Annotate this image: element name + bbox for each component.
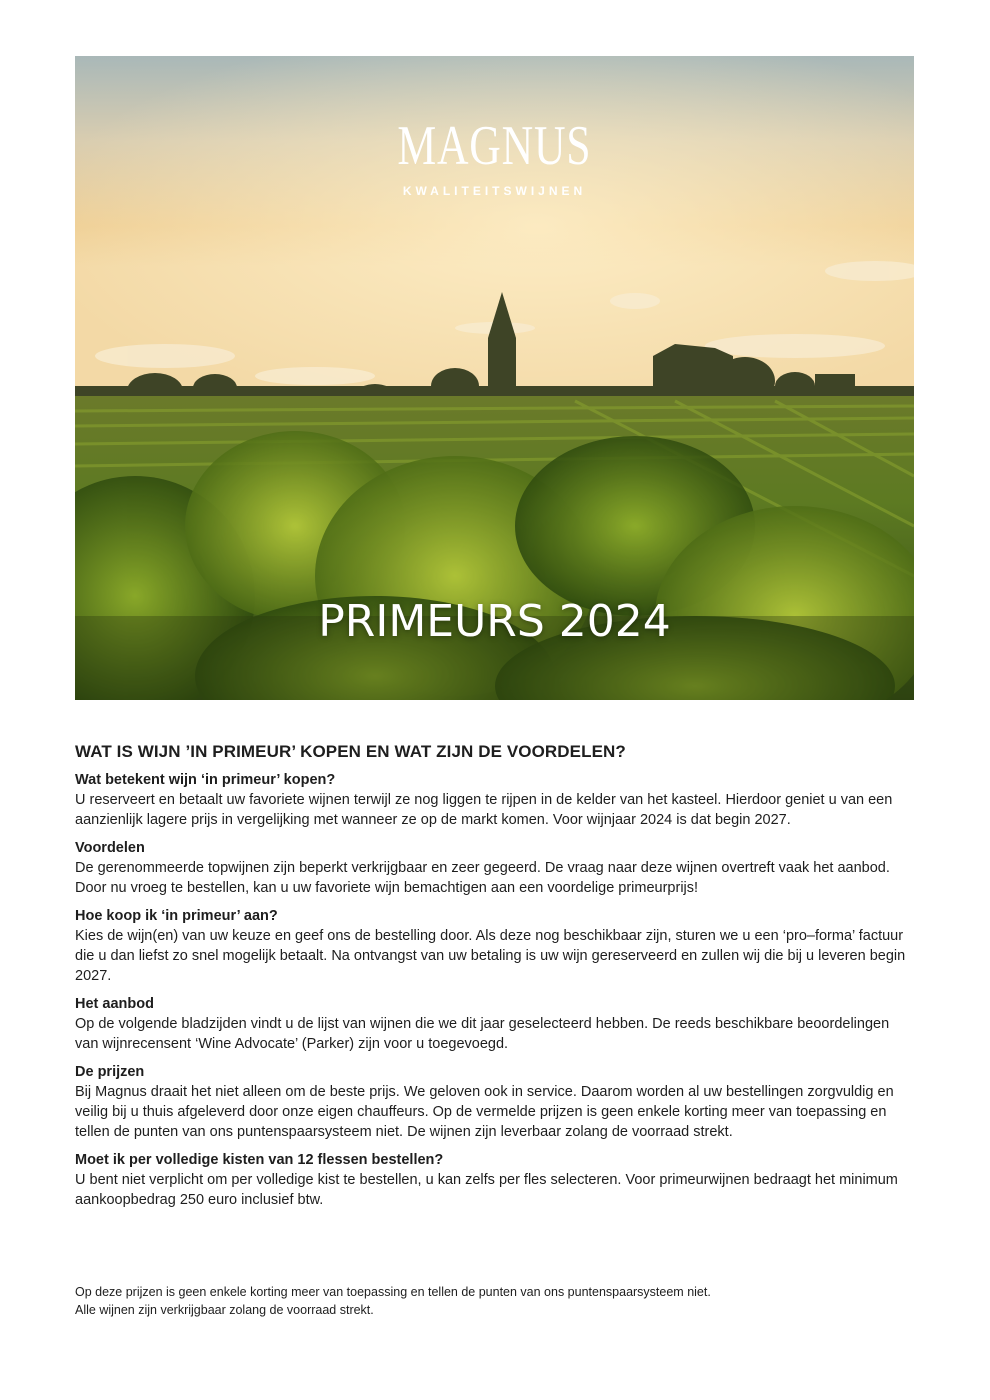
section-title: Wat betekent wijn ‘in primeur’ kopen?: [75, 772, 336, 788]
logo-tagline: KWALITEITSWIJNEN: [402, 184, 587, 198]
section-body: De gerenommeerde topwijnen zijn beperkt verkrijgbaar en zeer gegeerd. De vraag naar deze wijnen overtreft vaak het aanbod. Door nu vroeg te bestellen, kan u uw favoriete wijn bemachtigen aan een voordelige primeurprijs!: [75, 860, 890, 896]
section-body: Bij Magnus draait het niet alleen om de beste prijs. We geloven ook in service. Daarom worden al uw bestellingen zorgvuldig en veilig bij u thuis afgeleverd door onze eigen chauffeurs. Op de vermelde prijzen is geen enkele korting meer van toepassing en tellen de punten van ons puntenspaarsysteem niet. De wijnen zijn leverbaar zolang de voorraad strekt.: [75, 1084, 894, 1140]
hero-image: [75, 56, 914, 700]
section-title: Hoe koop ik ‘in primeur’ aan?: [75, 908, 278, 924]
section-title: Het aanbod: [75, 996, 154, 1012]
main-content: [75, 742, 915, 1218]
section-title: Moet ik per volledige kisten van 12 flessen bestellen?: [75, 1152, 444, 1168]
section-wat-betekent: [75, 770, 915, 830]
section-body: Op de volgende bladzijden vindt u de lijst van wijnen die we dit jaar geselecteerd hebben. De reeds beschikbare beoordelingen van wijnrecensent ‘Wine Advocate’ (Parker) zijn voor u toegevoegd.: [75, 1016, 890, 1052]
footer-note: [75, 1283, 915, 1319]
footer-line: Op deze prijzen is geen enkele korting meer van toepassing en tellen de punten van ons puntenspaarsysteem niet.: [75, 1285, 711, 1299]
hero-title: PRIMEURS 2024: [318, 596, 671, 647]
footer-line: Alle wijnen zijn verkrijgbaar zolang de voorraad strekt.: [75, 1303, 374, 1317]
section-title: Voordelen: [75, 840, 145, 856]
page-heading: WAT IS WIJN ’IN PRIMEUR’ KOPEN EN WAT ZIJN DE VOORDELEN?: [75, 742, 626, 761]
section-de-prijzen: [75, 1062, 915, 1142]
section-hoe-koop-ik: [75, 906, 915, 986]
section-body: U reserveert en betaalt uw favoriete wijnen terwijl ze nog liggen te rijpen in de kelder van het kasteel. Hierdoor geniet u van een aanzienlijk lagere prijs in vergelijking met wanneer ze op de markt komen. Voor wijnjaar 2024 is dat begin 2027.: [75, 792, 893, 828]
section-het-aanbod: [75, 994, 915, 1054]
section-voordelen: [75, 838, 915, 898]
section-title: De prijzen: [75, 1064, 145, 1080]
magnus-logo: [75, 115, 914, 198]
section-body: Kies de wijn(en) van uw keuze en geef ons de bestelling door. Als deze nog beschikbaar zijn, sturen we u een ‘pro–forma’ factuur die u dan liefst zo snel mogelijk betaalt. Na ontvangst van uw betaling is uw wijn gereserveerd en zullen wij die bij u leveren begin 2027.: [75, 928, 906, 984]
logo-name: MAGNUS: [397, 115, 592, 177]
section-volledige-kisten: [75, 1150, 915, 1210]
section-body: U bent niet verplicht om per volledige kist te bestellen, u kan zelfs per fles selecteren. Voor primeurwijnen bedraagt het minimum aankoopbedrag 250 euro inclusief btw.: [75, 1172, 898, 1208]
